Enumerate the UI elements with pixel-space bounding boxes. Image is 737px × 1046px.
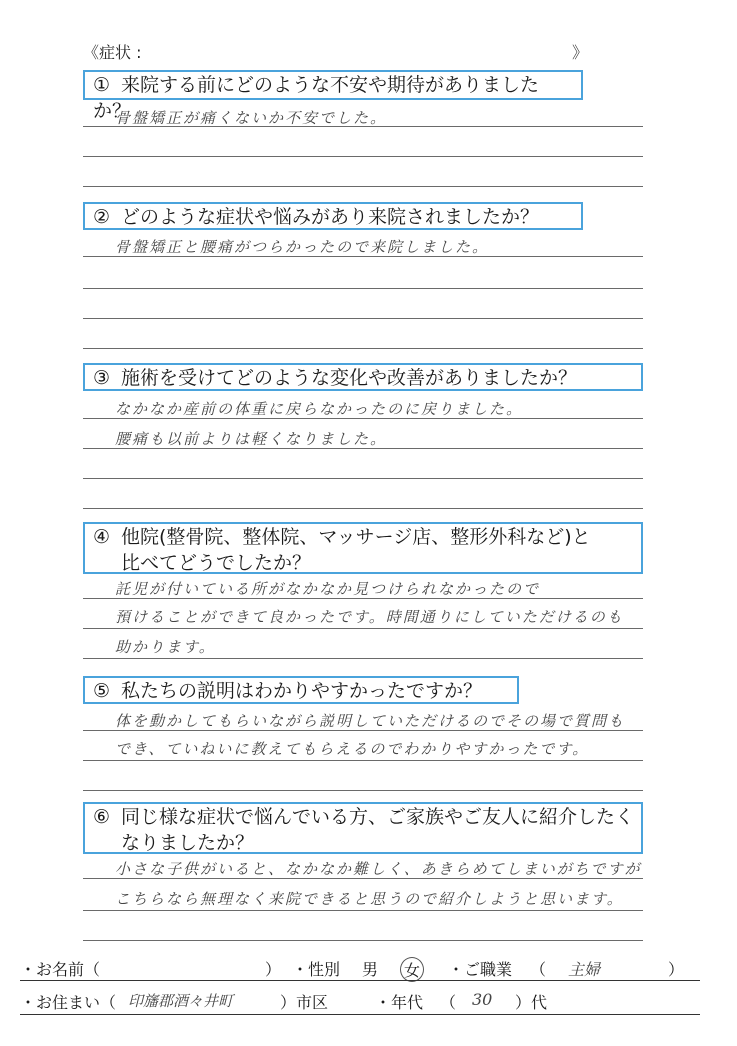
answer-rule [83,418,643,419]
answer-rule [83,940,643,941]
symptom-label: 《症状 : [83,43,142,62]
age-close: ）代 [515,993,548,1012]
answer-1-line-1: 骨盤矯正が痛くないか不安でした。 [115,109,388,127]
question-text: 他院(整骨院、整体院、マッサージ店、整形外科など)と [121,526,591,548]
question-number: ③ [93,367,111,389]
name-close: ） [265,960,282,979]
answer-rule [83,126,643,127]
answer-rule [83,448,643,449]
answer-5-line-2: でき、ていねいに教えてもらえるのでわかりやすかったです。 [115,740,590,758]
answer-rule [83,318,643,319]
gender-male: 男 [362,960,379,979]
answer-3-line-1: なかなか産前の体重に戻らなかったのに戻りました。 [115,400,524,418]
answer-rule [83,628,643,629]
answer-rule [83,478,643,479]
job-close: ） [668,960,685,979]
answer-5-line-1: 体を動かしてもらいながら説明していただけるのでその場で質問も [115,712,626,730]
gender-female-circled: 女 [400,957,424,982]
question-number: ⑤ [93,680,111,702]
answer-rule [83,288,643,289]
answer-6-line-1: 小さな子供がいると、なかなか難しく、あきらめてしまいがちですが [115,860,642,878]
question-3-box [83,363,643,391]
question-4-box [83,522,643,574]
question-text: 私たちの説明はわかりやすかったですか？ [121,680,483,702]
question-text: 同じ様な症状で悩んでいる方、ご家族やご友人に紹介したく [121,806,635,828]
age-value: 30 [472,990,493,1009]
answer-rule [83,878,643,879]
answer-6-line-2: こちらなら無理なく来院できると思うので紹介しようと思います。 [115,890,624,908]
question-5-box [83,676,519,704]
question-number: ④ [93,526,111,548]
symptom-close-bracket: 》 [571,43,588,62]
question-text-line-2: なりましたか？ [121,832,255,854]
age-label: ・年代 [375,993,424,1012]
question-text: どのような症状や悩みがあり来院されましたか？ [121,206,540,228]
address-close: ）市区 [280,993,329,1012]
answer-rule [83,186,643,187]
answer-rule [83,156,643,157]
answer-rule [83,790,643,791]
answer-4-line-1: 託児が付いている所がなかなか見つけられなかったので [115,580,541,598]
job-value: 主婦 [568,960,601,979]
name-label: ・お名前（ [20,960,101,979]
answer-4-line-2: 預けることができて良かったです。時間通りにしていただけるのも [115,608,624,626]
question-number: ⑥ [93,806,111,828]
question-text: 施術を受けてどのような変化や改善がありましたか？ [121,367,578,389]
question-2-box [83,202,583,230]
question-number: ① [93,74,111,96]
answer-rule [83,730,643,731]
address-value: 印旛郡酒々井町 [128,992,234,1010]
question-text: 来院する前にどのような不安や期待がありましたか？ [93,74,540,122]
address-label: ・お住まい（ [20,993,117,1012]
question-number: ② [93,206,111,228]
answer-4-line-3: 助かります。 [115,638,216,656]
answer-rule [83,508,643,509]
answer-rule [83,910,643,911]
job-open: （ [530,960,547,979]
answer-3-line-2: 腰痛も以前よりは軽くなりました。 [115,430,388,448]
gender-label: ・性別 [292,960,341,979]
answer-2-line-1: 骨盤矯正と腰痛がつらかったので来院しました。 [115,238,490,256]
answer-rule [83,760,643,761]
question-text-line-2: 比べてどうでしたか？ [121,552,312,574]
footer-rule [20,980,700,981]
question-6-box [83,802,643,854]
answer-rule [83,256,643,257]
answer-rule [83,598,643,599]
age-open: （ [440,993,457,1012]
footer-row-1 [20,957,700,981]
footer-rule [20,1014,700,1015]
symptom-header [83,40,588,64]
job-label: ・ご職業 [448,960,513,979]
answer-rule [83,658,643,659]
answer-rule [83,348,643,349]
footer-row-2 [20,990,700,1014]
